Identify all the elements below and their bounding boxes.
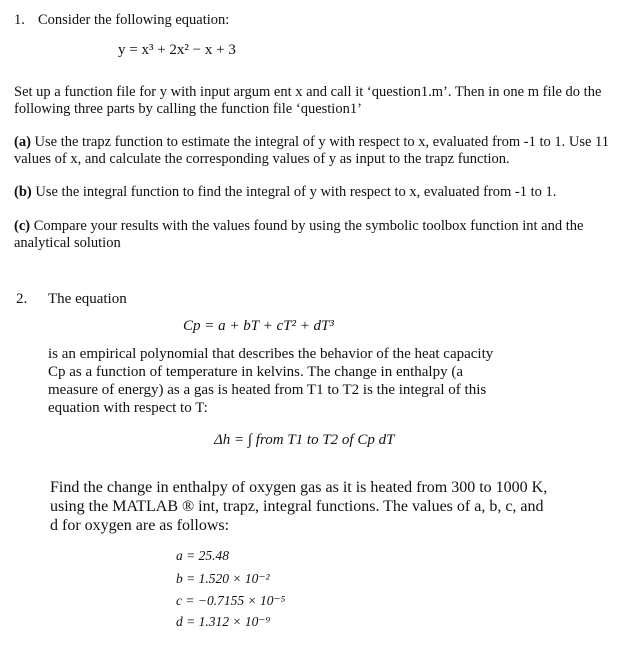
problem-2-number: 2.	[16, 291, 28, 307]
problem-1-setup-line2: following three parts by calling the function file ‘question1’	[14, 101, 362, 117]
enthalpy-integral-equation: Δh = ∫ from T1 to T2 of Cp dT	[214, 432, 395, 448]
part-a-line2: values of x, and calculate the corresponding values of y as input to the trapz function.	[14, 151, 510, 167]
part-c-line1	[14, 218, 583, 235]
problem-1-number: 1.	[14, 12, 25, 28]
problem-2-desc-line1: is an empirical polynomial that describes the behavior of the heat capacity	[48, 346, 494, 362]
problem-1-equation: y = x³ + 2x² − x + 3	[118, 42, 236, 58]
problem-1-intro: Consider the following equation:	[38, 12, 230, 28]
coefficient-c: c = −0.7155 × 10⁻⁵	[176, 593, 286, 608]
problem-2-task-line2: using the MATLAB ® int, trapz, integral functions. The values of a, b, c, and	[50, 498, 544, 515]
part-a-text1: Use the trapz function to estimate the integral of y with respect to x, evaluated from -1 to 1. Use 11	[34, 134, 610, 150]
problem-2-task-line3: d for oxygen are as follows:	[50, 517, 230, 534]
problem-2-desc-line4: equation with respect to T:	[48, 400, 208, 416]
part-a-label: (a)	[14, 134, 31, 150]
problem-1-setup-line1: Set up a function file for y with input argum ent x and call it ‘question1.m’. Then in one m file do the	[14, 84, 602, 100]
part-c-label: (c)	[14, 218, 31, 234]
part-c-line2: analytical solution	[14, 235, 121, 251]
part-a-line1	[14, 134, 609, 151]
problem-2-task-line1: Find the change in enthalpy of oxygen gas as it is heated from 300 to 1000 K,	[50, 479, 548, 496]
part-b-label: (b)	[14, 184, 32, 200]
coefficient-b: b = 1.520 × 10⁻²	[176, 571, 270, 586]
part-c-text1: Compare your results with the values found by using the symbolic toolbox function int and the	[33, 218, 584, 234]
part-b-text1: Use the integral function to find the integral of y with respect to x, evaluated from -1 to 1.	[35, 184, 557, 200]
coefficient-d: d = 1.312 × 10⁻⁹	[176, 614, 271, 629]
part-b-line1	[14, 184, 556, 201]
coefficient-a: a = 25.48	[176, 548, 229, 563]
problem-2-desc-line3: measure of energy) as a gas is heated from T1 to T2 is the integral of this	[48, 382, 487, 398]
problem-2-equation: Cp = a + bT + cT² + dT³	[183, 318, 334, 334]
problem-2-intro: The equation	[48, 291, 127, 307]
problem-2-desc-line2: Cp as a function of temperature in kelvins. The change in enthalpy (a	[48, 364, 464, 380]
